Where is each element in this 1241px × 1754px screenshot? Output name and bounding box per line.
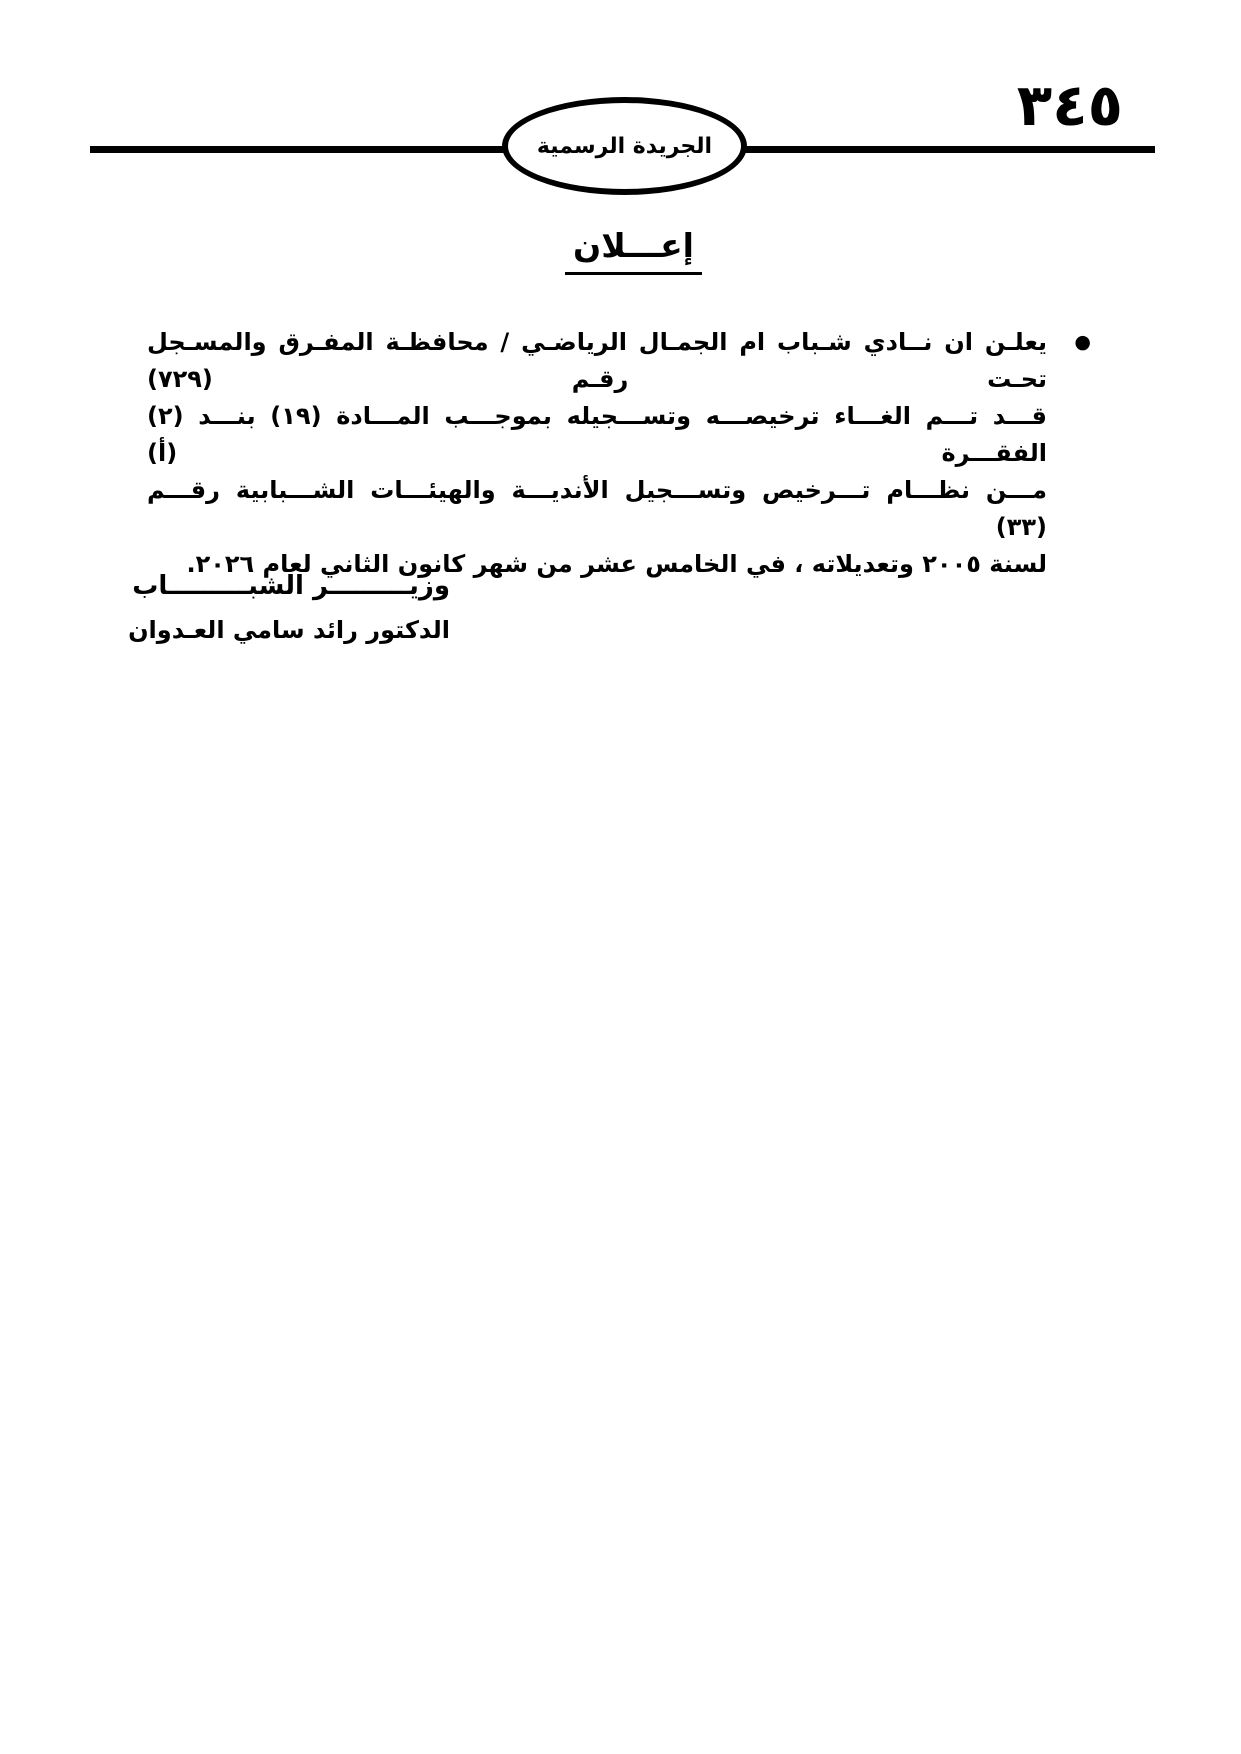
announcement-line: لسنة ٢٠٠٥ وتعديلاته ، في الخامس عشر من شهر كانون الثاني لعام ٢٠٢٦.: [186, 550, 1047, 578]
title-row: [0, 226, 1241, 275]
announcement-paragraph: [147, 324, 1091, 583]
gazette-badge-label: الجريدة الرسمية: [536, 133, 713, 159]
announcement-line: قـــد تـــم الغـــاء ترخيصـــه وتســـجيله بموجـــب المـــادة (١٩) بنـــد (٢) الفقـــرة (أ): [147, 402, 1047, 467]
announcement-line: مـــن نظـــام تـــرخيص وتســـجيل الأنديـــة والهيئـــات الشـــبابية رقـــم (٣٣): [147, 476, 1047, 541]
signature-block: [128, 564, 450, 652]
announcement-title: إعـــلان: [565, 226, 702, 275]
page-number: ٣٤٥: [1016, 71, 1123, 139]
bullet-icon: ●: [1074, 331, 1091, 353]
signature-name: الدكتور رائد سامي العـدوان: [128, 616, 450, 644]
gazette-badge-ellipse: [502, 97, 747, 195]
signature-title: وزيـــــــــر الشبـــــــــاب: [132, 571, 450, 601]
announcement-line: يعلـن ان نــادي شـباب ام الجمـال الرياضـي / محافظـة المفـرق والمسـجل تحـت رقـم (٧٢٩): [147, 328, 1047, 393]
